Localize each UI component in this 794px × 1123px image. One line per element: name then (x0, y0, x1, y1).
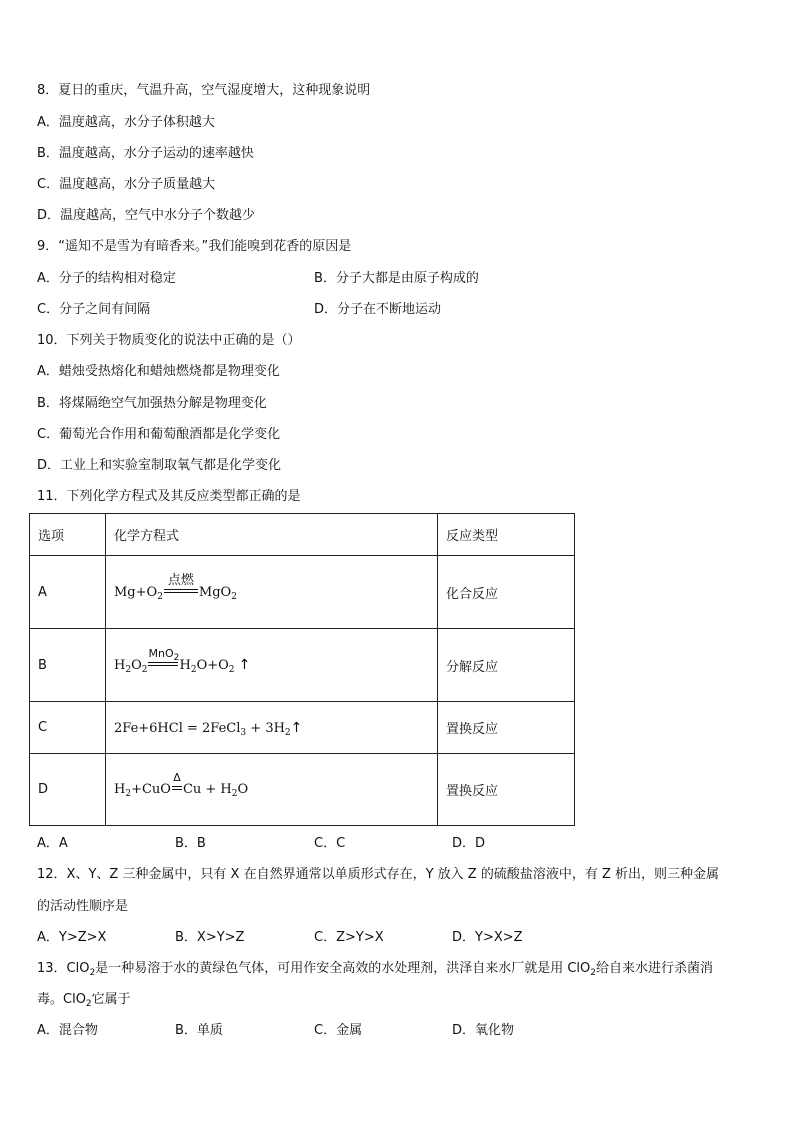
q10-option-d: D．工业上和实验室制取氧气都是化学变化 (37, 458, 282, 473)
q8-option-c: C．温度越高，水分子质量越大 (37, 177, 216, 192)
equation-d: $H_2+CuO$ Δ $Cu + H_2O$ (106, 754, 438, 826)
q11-option-d: D．D (452, 836, 486, 851)
row-option: A (30, 556, 106, 629)
table-header-row (30, 514, 575, 556)
q12-stem-line1: 12．X、Y、Z 三种金属中，只有 X 在自然界通常以单质形式存在，Y 放入 Z 的硫酸盐溶液中，有 Z 析出，则三种金属 (37, 867, 720, 882)
q12-option-c: C．Z>Y>X (314, 930, 384, 945)
condition-label: MnO$_2$ (148, 647, 180, 663)
reaction-type: 置换反应 (438, 754, 575, 826)
q9-option-d: D．分子在不断地运动 (314, 302, 442, 317)
q12-option-d: D．Y>X>Z (452, 930, 523, 945)
q9-option-a: A．分子的结构相对稳定 (37, 271, 176, 286)
table-row (30, 556, 575, 629)
q9-option-c: C．分子之间有间隔 (37, 302, 151, 317)
table-row (30, 629, 575, 702)
q10-option-a: A．蜡烛受热熔化和蜡烛燃烧都是物理变化 (37, 364, 280, 379)
reaction-type: 分解反应 (438, 629, 575, 702)
header-equation: 化学方程式 (106, 514, 438, 556)
q9-stem: 9．“遥知不是雪为有暗香来。”我们能嗅到花香的原因是 (37, 239, 352, 254)
q11-option-c: C．C (314, 836, 346, 851)
gas-arrow-icon: ↑ (238, 657, 251, 673)
q11-option-b: B．B (175, 836, 206, 851)
q13-stem-line1: 13．ClO$_2$是一种易溶于水的黄绿色气体，可用作安全高效的水处理剂，洪泽自来水厂就是用 ClO$_2$给自来水进行杀菌消 (37, 961, 714, 978)
row-option: D (30, 754, 106, 826)
q9-option-b: B．分子大都是由原子构成的 (314, 271, 479, 286)
reaction-type: 化合反应 (438, 556, 575, 629)
equation-b: $H_2O_2$ MnO$_2$ $H_2O+O_2$ ↑ (106, 629, 438, 702)
reaction-type: 置换反应 (438, 702, 575, 754)
header-option: 选项 (30, 514, 106, 556)
q12-stem-line2: 的活动性顺序是 (37, 899, 129, 914)
q8-option-a: A．温度越高，水分子体积越大 (37, 115, 215, 130)
q11-stem: 11．下列化学方程式及其反应类型都正确的是 (37, 489, 301, 504)
q12-option-b: B．X>Y>Z (175, 930, 245, 945)
q13-option-b: B．单质 (175, 1023, 223, 1038)
row-option: C (30, 702, 106, 754)
q13-option-c: C．金属 (314, 1023, 363, 1038)
table-row (30, 754, 575, 826)
q13-option-a: A．混合物 (37, 1023, 98, 1038)
q8-option-b: B．温度越高，水分子运动的速率越快 (37, 146, 254, 161)
row-option: B (30, 629, 106, 702)
q13-option-d: D．氧化物 (452, 1023, 515, 1038)
table-row (30, 702, 575, 754)
condition-label: 点燃 (167, 572, 194, 588)
q11-table (29, 513, 575, 826)
q10-option-b: B．将煤隔绝空气加强热分解是物理变化 (37, 396, 267, 411)
q10-option-c: C．葡萄光合作用和葡萄酿酒都是化学变化 (37, 427, 281, 442)
equation-c: 2Fe+6HCl = 2FeCl$_3$ + $3H_2↑$ (106, 702, 438, 754)
q8-option-d: D．温度越高，空气中水分子个数越少 (37, 208, 256, 223)
q10-stem: 10．下列关于物质变化的说法中正确的是（） (37, 333, 301, 348)
q8-stem: 8．夏日的重庆，气温升高，空气湿度增大，这种现象说明 (37, 83, 371, 98)
header-reaction-type: 反应类型 (438, 514, 575, 556)
q13-stem-line2: 毒。ClO$_2$它属于 (37, 992, 131, 1009)
q11-option-a: A．A (37, 836, 68, 851)
heat-symbol: Δ (173, 771, 181, 784)
equation-a: $Mg+O_2$ 点燃 MgO$_2$ (106, 556, 438, 629)
gas-arrow-icon: ↑ (290, 719, 303, 736)
q12-option-a: A．Y>Z>X (37, 930, 107, 945)
